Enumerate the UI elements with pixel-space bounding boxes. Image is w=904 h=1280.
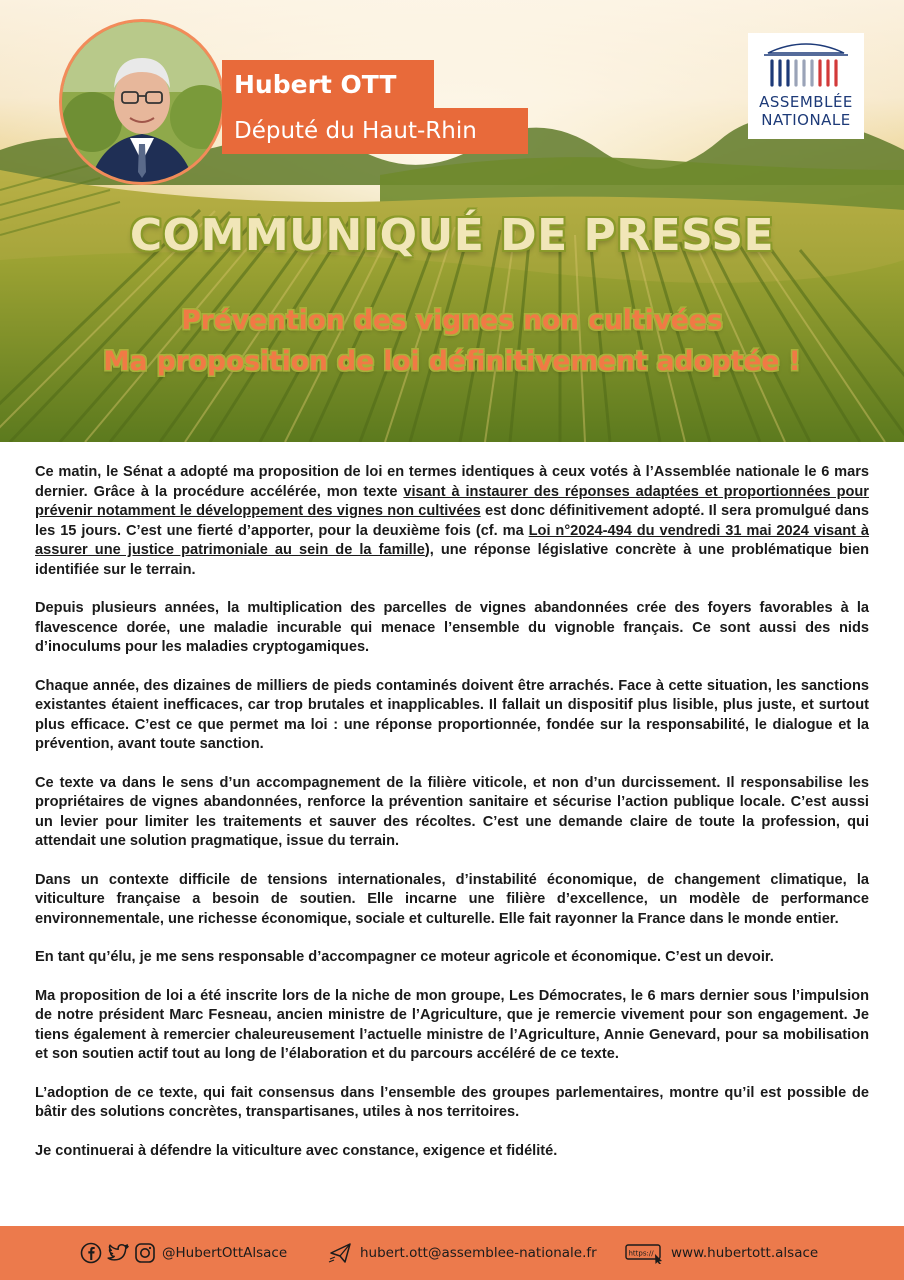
paragraph-9: Je continuerai à défendre la viticulture avec constance, exigence et fidélité. [35,1142,558,1159]
paragraph-8: L’adoption de ce texte, qui fait consensus dans l’ensemble des groupes parlementaires, montre qu’il est possible de bâtir des solutions concrètes, transpartisanes, utiles à nos territoires. [35,1084,869,1120]
deputy-name: Hubert OTT [222,60,434,108]
header-banner [0,0,904,442]
subtitle-line-2: Ma proposition de loi définitivement adoptée ! [103,346,801,377]
law-2024-494-link[interactable]: Loi n°2024-494 du vendredi 31 mai 2024 visant à assurer une justice patrimoniale au sein de la famille [35,522,870,558]
law-proposal-link[interactable]: visant à instaurer des réponses adaptées et proportionnées pour prévenir notamment le développement des vignes non cultivées [35,483,869,519]
footer [0,1226,904,1280]
twitter-icon[interactable] [106,1242,130,1264]
assemblee-nationale-logo [748,33,864,139]
paragraph-2: Depuis plusieurs années, la multiplication des parcelles de vignes abandonnées crée des foyers favorables à la flavescence dorée, une maladie incurable qui menace l’ensemble du vignoble français. Ce sont aussi des nids d’inoculums pour les maladies cryptogamiques. [35,600,869,655]
paragraph-1: Ce matin, le Sénat a adopté ma proposition de loi en termes identiques à ceux votés à l’Assemblée nationale le 6 mars dernier. Grâce à la procédure accélérée, mon texte visant à instaurer des réponses adaptées et proportionnées pour prévenir notamment le développement des vignes non cultivées est donc définitivement adopté. Il sera promulgué dans les 15 jours. C’est une fierté d’apporter, pour la deuxième fois (cf. ma Loi n°2024-494 du vendredi 31 mai 2024 visant à assurer une justice patrimoniale au sein de la famille), une réponse législative concrète à une problématique bien identifiée sur le terrain. [35,464,870,578]
svg-text:https://: https:// [628,1249,654,1258]
footer-social [80,1226,287,1280]
social-handle[interactable]: @HubertOttAlsace [162,1245,288,1261]
footer-email [328,1226,597,1280]
paragraph-6: En tant qu’élu, je me sens responsable d’accompagner ce moteur agricole et économique. C’est un devoir. [35,949,774,965]
email-address[interactable]: hubert.ott@assemblee-nationale.fr [360,1245,597,1261]
web-icon [625,1242,665,1264]
assemblee-building-icon [748,33,864,93]
portrait-photo [62,22,222,182]
logo-text: ASSEMBLÉE NATIONALE [759,93,853,129]
paragraph-4: Ce texte va dans le sens d’un accompagnement de la filière viticole, et non d’un durcissement. Il responsabilise les propriétaires de vignes abandonnées, renforce la prévention sanitaire et sécurise l’action publique locale. C’est aussi un levier pour limiter les traitements et sauver des récoltes. C’est une demande claire de toute la profession, qui attendait une solution pragmatique, issue du terrain. [35,774,869,849]
paragraph-3: Chaque année, des dizaines de milliers de pieds contaminés doivent être arrachés. Face à cette situation, les sanctions existantes étaient inefficaces, car trop brutales et inapplicables. Il fallait un dispositif plus lisible, plus juste, et surtout plus efficace. C’est ce que permet ma loi : une réponse proportionnée, fondée sur la responsabilité, le dialogue et la prévention, avant toute sanction. [35,677,869,752]
deputy-role: Député du Haut-Rhin [222,108,528,154]
footer-website [625,1226,818,1280]
paragraph-7: Ma proposition de loi a été inscrite lors de la niche de mon groupe, Les Démocrates, le 6 mars dernier sous l’impulsion de notre président Marc Fesneau, ancien ministre de l’Agriculture, que je remercie vivement pour son engagement. Je tiens également à remercier chaleureusement l’actuelle ministre de l’Agriculture, Annie Genevard, pour sa mobilisation et son soutien actif tout au long de l’élaboration et du parcours accéléré de ce texte. [35,987,869,1062]
press-release-body [35,463,869,1180]
email-icon [328,1241,354,1265]
instagram-icon[interactable] [134,1242,156,1264]
paragraph-5: Dans un contexte difficile de tensions internationales, d’instabilité économique, de changement climatique, la viticulture française a besoin de soutien. Elle incarne une filière d’excellence, un modèle de performance environnementale, une richesse économique, sociale et culturelle. Elle fait rayonner la France dans le monde entier. [35,871,869,927]
facebook-icon[interactable] [80,1242,102,1264]
website-link[interactable]: www.hubertott.alsace [671,1245,819,1261]
subtitle-line-1: Prévention des vignes non cultivées [181,305,723,336]
page-title: COMMUNIQUÉ DE PRESSE [129,210,775,261]
